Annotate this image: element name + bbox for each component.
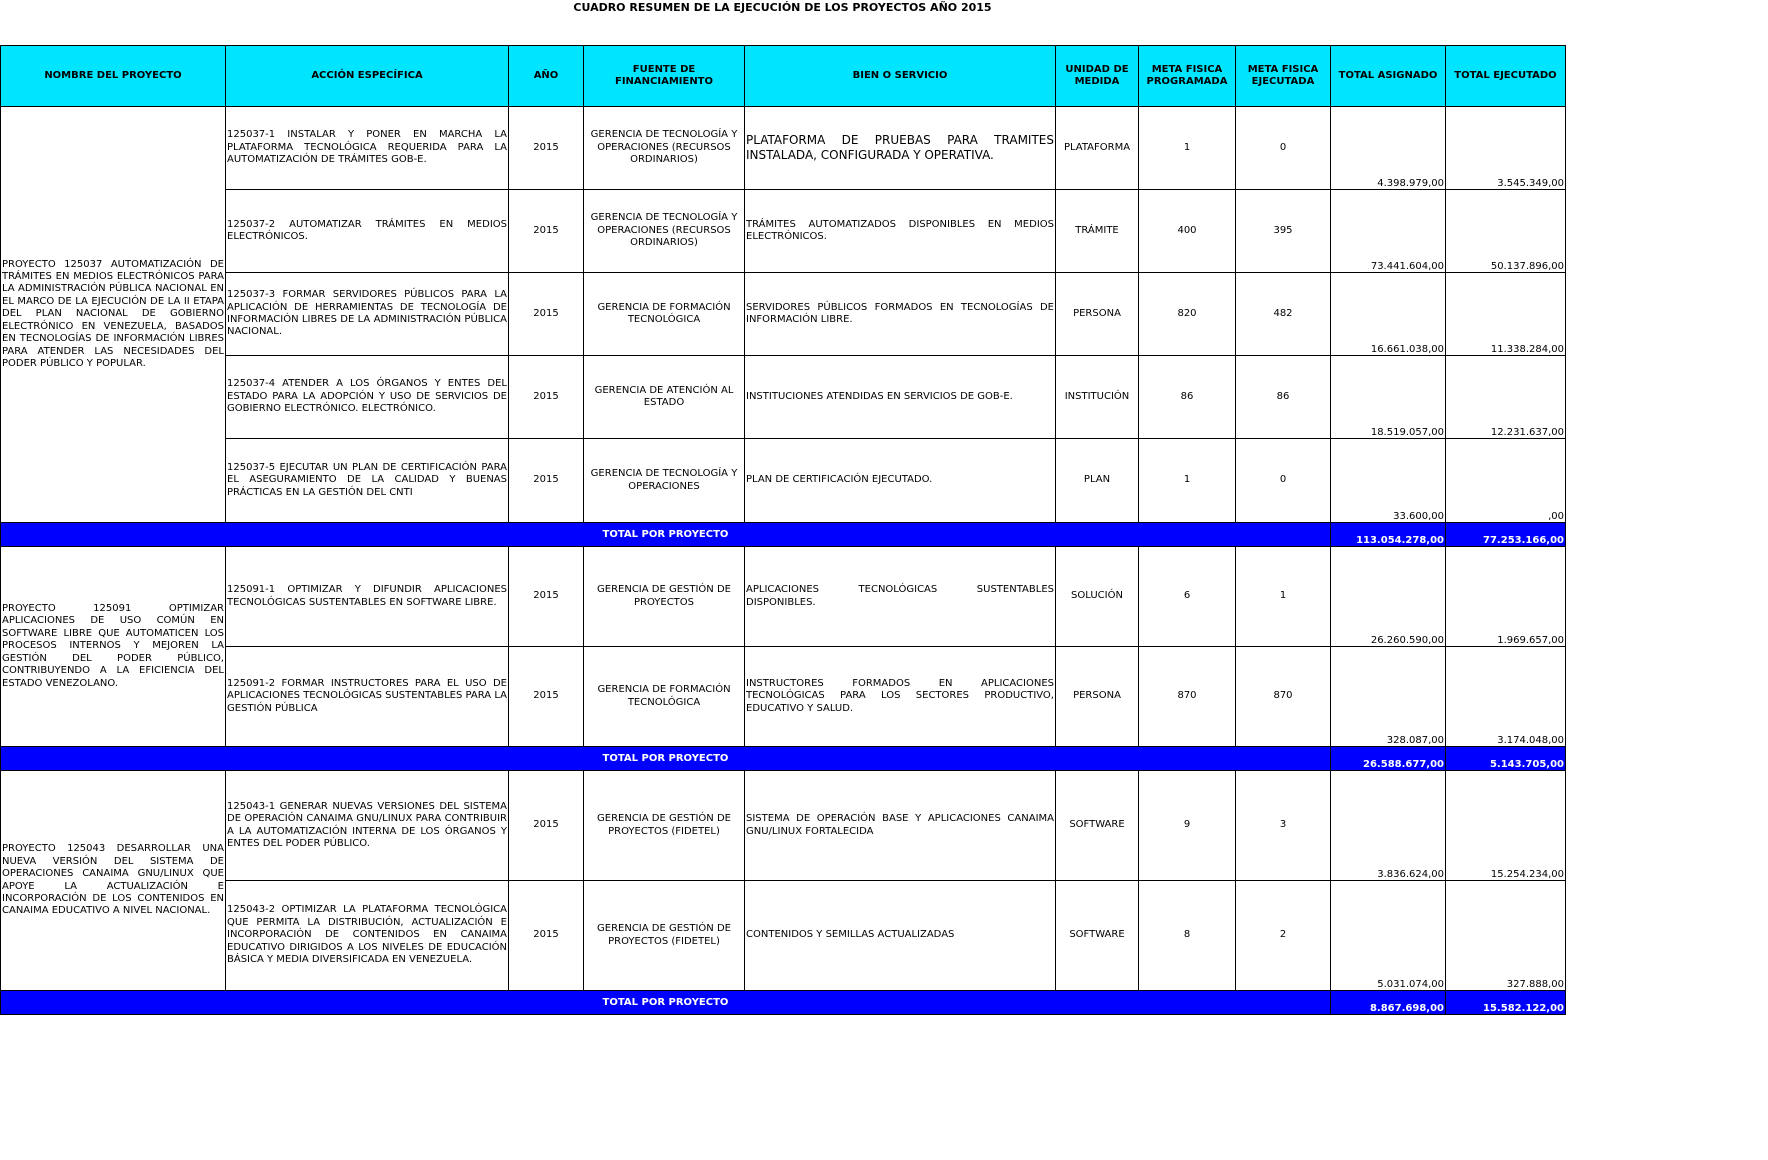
- meta-programada-cell: 1: [1139, 439, 1236, 523]
- meta-programada-cell: 6: [1139, 547, 1236, 647]
- anio-cell: 2015: [509, 647, 584, 747]
- total-asignado: 8.867.698,00: [1331, 991, 1446, 1015]
- ejecutado-cell: 1.969.657,00: [1446, 547, 1566, 647]
- bien-cell: SERVIDORES PÚBLICOS FORMADOS EN TECNOLOGÍAS DE INFORMACIÓN LIBRE.: [745, 273, 1056, 356]
- header-total-ejecutado: TOTAL EJECUTADO: [1446, 46, 1566, 107]
- ejecutado-cell: 3.545.349,00: [1446, 107, 1566, 190]
- total-label: TOTAL POR PROYECTO: [1, 523, 1331, 547]
- project-name: PROYECTO 125091 OPTIMIZAR APLICACIONES DE USO COMÚN EN SOFTWARE LIBRE QUE AUTOMATICEN LOS PROCESOS INTERNOS Y MEJOREN LA GESTIÓN DEL PODER PÚBLICO, CONTRIBUYENDO A LA EFICIENCIA DEL ESTADO VENEZOLANO.: [1, 547, 226, 747]
- table-row: [1, 771, 1566, 881]
- bien-cell: PLAN DE CERTIFICACIÓN EJECUTADO.: [745, 439, 1056, 523]
- bien-cell: INSTITUCIONES ATENDIDAS EN SERVICIOS DE GOB-E.: [745, 356, 1056, 439]
- table-row: [1, 439, 1566, 523]
- meta-programada-cell: 820: [1139, 273, 1236, 356]
- total-label: TOTAL POR PROYECTO: [1, 747, 1331, 771]
- accion-cell: 125037-4 ATENDER A LOS ÓRGANOS Y ENTES DEL ESTADO PARA LA ADOPCIÓN Y USO DE SERVICIOS DE GOBIERNO ELECTRÓNICO. ELECTRÓNICO.: [226, 356, 509, 439]
- table-row: [1, 356, 1566, 439]
- accion-cell: 125043-1 GENERAR NUEVAS VERSIONES DEL SISTEMA DE OPERACIÓN CANAIMA GNU/LINUX PARA CONTRIBUIR A LA AUTOMATIZACIÓN INTERNA DE LOS ÓRGANOS Y ENTES DEL PODER PÚBLICO.: [226, 771, 509, 881]
- fuente-cell: GERENCIA DE TECNOLOGÍA Y OPERACIONES (RECURSOS ORDINARIOS): [584, 107, 745, 190]
- asignado-cell: 33.600,00: [1331, 439, 1446, 523]
- asignado-cell: 16.661.038,00: [1331, 273, 1446, 356]
- table-row: [1, 547, 1566, 647]
- header-accion: ACCIÓN ESPECÍFICA: [226, 46, 509, 107]
- total-row: [1, 747, 1566, 771]
- anio-cell: 2015: [509, 273, 584, 356]
- meta-ejecutada-cell: 1: [1236, 547, 1331, 647]
- table-row: [1, 647, 1566, 747]
- unidad-cell: SOFTWARE: [1056, 881, 1139, 991]
- ejecutado-cell: 50.137.896,00: [1446, 190, 1566, 273]
- meta-programada-cell: 400: [1139, 190, 1236, 273]
- anio-cell: 2015: [509, 771, 584, 881]
- asignado-cell: 328.087,00: [1331, 647, 1446, 747]
- asignado-cell: 4.398.979,00: [1331, 107, 1446, 190]
- table-row: [1, 190, 1566, 273]
- bien-cell: APLICACIONES TECNOLÓGICAS SUSTENTABLES DISPONIBLES.: [745, 547, 1056, 647]
- header-total-asignado: TOTAL ASIGNADO: [1331, 46, 1446, 107]
- unidad-cell: PERSONA: [1056, 273, 1139, 356]
- header-meta-programada: META FISICA PROGRAMADA: [1139, 46, 1236, 107]
- fuente-cell: GERENCIA DE ATENCIÓN AL ESTADO: [584, 356, 745, 439]
- header-unidad: UNIDAD DE MEDIDA: [1056, 46, 1139, 107]
- accion-cell: 125043-2 OPTIMIZAR LA PLATAFORMA TECNOLÓGICA QUE PERMITA LA DISTRIBUCIÓN, ACTUALIZACIÓN E INCORPORACIÓN DE CONTENIDOS EN CANAIMA EDUCATIVO DIRIGIDOS A LOS NIVELES DE EDUCACIÓN BÁSICA Y MEDIA DIVERSIFICADA EN VENEZUELA.: [226, 881, 509, 991]
- projects-table: [0, 45, 1566, 1015]
- table-row: [1, 107, 1566, 190]
- bien-cell: PLATAFORMA DE PRUEBAS PARA TRAMITES INSTALADA, CONFIGURADA Y OPERATIVA.: [745, 107, 1056, 190]
- anio-cell: 2015: [509, 439, 584, 523]
- total-ejecutado: 77.253.166,00: [1446, 523, 1566, 547]
- bien-cell: SISTEMA DE OPERACIÓN BASE Y APLICACIONES CANAIMA GNU/LINUX FORTALECIDA: [745, 771, 1056, 881]
- header-anio: AÑO: [509, 46, 584, 107]
- anio-cell: 2015: [509, 547, 584, 647]
- accion-cell: 125037-3 FORMAR SERVIDORES PÚBLICOS PARA LA APLICACIÓN DE HERRAMIENTAS DE TECNOLOGÍA DE INFORMACIÓN LIBRES DE LA ADMINISTRACIÓN PÚBLICA NACIONAL.: [226, 273, 509, 356]
- ejecutado-cell: 15.254.234,00: [1446, 771, 1566, 881]
- meta-ejecutada-cell: 0: [1236, 439, 1331, 523]
- fuente-cell: GERENCIA DE GESTIÓN DE PROYECTOS (FIDETEL): [584, 771, 745, 881]
- anio-cell: 2015: [509, 107, 584, 190]
- bien-cell: CONTENIDOS Y SEMILLAS ACTUALIZADAS: [745, 881, 1056, 991]
- header-meta-ejecutada: META FISICA EJECUTADA: [1236, 46, 1331, 107]
- header-row: [1, 46, 1566, 107]
- header-fuente: FUENTE DE FINANCIAMIENTO: [584, 46, 745, 107]
- fuente-cell: GERENCIA DE TECNOLOGÍA Y OPERACIONES: [584, 439, 745, 523]
- meta-ejecutada-cell: 2: [1236, 881, 1331, 991]
- accion-cell: 125037-1 INSTALAR Y PONER EN MARCHA LA PLATAFORMA TECNOLÓGICA REQUERIDA PARA LA AUTOMATIZACIÓN DE TRÁMITES GOB-E.: [226, 107, 509, 190]
- total-asignado: 113.054.278,00: [1331, 523, 1446, 547]
- ejecutado-cell: 12.231.637,00: [1446, 356, 1566, 439]
- ejecutado-cell: 3.174.048,00: [1446, 647, 1566, 747]
- fuente-cell: GERENCIA DE GESTIÓN DE PROYECTOS: [584, 547, 745, 647]
- bien-cell: INSTRUCTORES FORMADOS EN APLICACIONES TECNOLÓGICAS PARA LOS SECTORES PRODUCTIVO, EDUCATIVO Y SALUD.: [745, 647, 1056, 747]
- total-row: [1, 523, 1566, 547]
- meta-ejecutada-cell: 482: [1236, 273, 1331, 356]
- ejecutado-cell: 11.338.284,00: [1446, 273, 1566, 356]
- total-row: [1, 991, 1566, 1015]
- total-ejecutado: 5.143.705,00: [1446, 747, 1566, 771]
- accion-cell: 125037-2 AUTOMATIZAR TRÁMITES EN MEDIOS ELECTRÓNICOS.: [226, 190, 509, 273]
- unidad-cell: PLAN: [1056, 439, 1139, 523]
- asignado-cell: 73.441.604,00: [1331, 190, 1446, 273]
- total-label: TOTAL POR PROYECTO: [1, 991, 1331, 1015]
- table-row: [1, 881, 1566, 991]
- ejecutado-cell: 327.888,00: [1446, 881, 1566, 991]
- unidad-cell: SOFTWARE: [1056, 771, 1139, 881]
- unidad-cell: INSTITUCIÓN: [1056, 356, 1139, 439]
- fuente-cell: GERENCIA DE GESTIÓN DE PROYECTOS (FIDETEL): [584, 881, 745, 991]
- fuente-cell: GERENCIA DE FORMACIÓN TECNOLÓGICA: [584, 273, 745, 356]
- header-proyecto: NOMBRE DEL PROYECTO: [1, 46, 226, 107]
- meta-programada-cell: 870: [1139, 647, 1236, 747]
- meta-programada-cell: 8: [1139, 881, 1236, 991]
- fuente-cell: GERENCIA DE FORMACIÓN TECNOLÓGICA: [584, 647, 745, 747]
- meta-ejecutada-cell: 86: [1236, 356, 1331, 439]
- anio-cell: 2015: [509, 356, 584, 439]
- accion-cell: 125091-2 FORMAR INSTRUCTORES PARA EL USO DE APLICACIONES TECNOLÓGICAS SUSTENTABLES PARA LA GESTIÓN PÚBLICA: [226, 647, 509, 747]
- table-row: [1, 273, 1566, 356]
- asignado-cell: 3.836.624,00: [1331, 771, 1446, 881]
- asignado-cell: 18.519.057,00: [1331, 356, 1446, 439]
- fuente-cell: GERENCIA DE TECNOLOGÍA Y OPERACIONES (RECURSOS ORDINARIOS): [584, 190, 745, 273]
- anio-cell: 2015: [509, 881, 584, 991]
- total-ejecutado: 15.582.122,00: [1446, 991, 1566, 1015]
- total-asignado: 26.588.677,00: [1331, 747, 1446, 771]
- project-name: PROYECTO 125037 AUTOMATIZACIÓN DE TRÁMITES EN MEDIOS ELECTRÓNICOS PARA LA ADMINISTRACIÓN PÚBLICA NACIONAL EN EL MARCO DE LA EJECUCIÓN DE LA II ETAPA DEL PLAN NACIONAL DE GOBIERNO ELECTRÓNICO EN VENEZUELA, BASADOS EN TECNOLOGÍAS DE INFORMACIÓN LIBRES PARA ATENDER LAS NECESIDADES DEL PODER PÚBLICO Y POPULAR.: [1, 107, 226, 523]
- meta-ejecutada-cell: 3: [1236, 771, 1331, 881]
- meta-programada-cell: 9: [1139, 771, 1236, 881]
- ejecutado-cell: ,00: [1446, 439, 1566, 523]
- anio-cell: 2015: [509, 190, 584, 273]
- project-name: PROYECTO 125043 DESARROLLAR UNA NUEVA VERSIÓN DEL SISTEMA DE OPERACIONES CANAIMA GNU/LINUX QUE APOYE LA ACTUALIZACIÓN E INCORPORACIÓN DE LOS CONTENIDOS EN CANAIMA EDUCATIVO A NIVEL NACIONAL.: [1, 771, 226, 991]
- unidad-cell: PERSONA: [1056, 647, 1139, 747]
- meta-programada-cell: 86: [1139, 356, 1236, 439]
- asignado-cell: 26.260.590,00: [1331, 547, 1446, 647]
- meta-ejecutada-cell: 0: [1236, 107, 1331, 190]
- accion-cell: 125091-1 OPTIMIZAR Y DIFUNDIR APLICACIONES TECNOLÓGICAS SUSTENTABLES EN SOFTWARE LIBRE.: [226, 547, 509, 647]
- bien-cell: TRÁMITES AUTOMATIZADOS DISPONIBLES EN MEDIOS ELECTRÓNICOS.: [745, 190, 1056, 273]
- meta-programada-cell: 1: [1139, 107, 1236, 190]
- report-title: CUADRO RESUMEN DE LA EJECUCIÓN DE LOS PROYECTOS AÑO 2015: [573, 1, 992, 14]
- unidad-cell: TRÁMITE: [1056, 190, 1139, 273]
- unidad-cell: SOLUCIÓN: [1056, 547, 1139, 647]
- accion-cell: 125037-5 EJECUTAR UN PLAN DE CERTIFICACIÓN PARA EL ASEGURAMIENTO DE LA CALIDAD Y BUENAS PRÁCTICAS EN LA GESTIÓN DEL CNTI: [226, 439, 509, 523]
- meta-ejecutada-cell: 870: [1236, 647, 1331, 747]
- meta-ejecutada-cell: 395: [1236, 190, 1331, 273]
- asignado-cell: 5.031.074,00: [1331, 881, 1446, 991]
- header-bien: BIEN O SERVICIO: [745, 46, 1056, 107]
- unidad-cell: PLATAFORMA: [1056, 107, 1139, 190]
